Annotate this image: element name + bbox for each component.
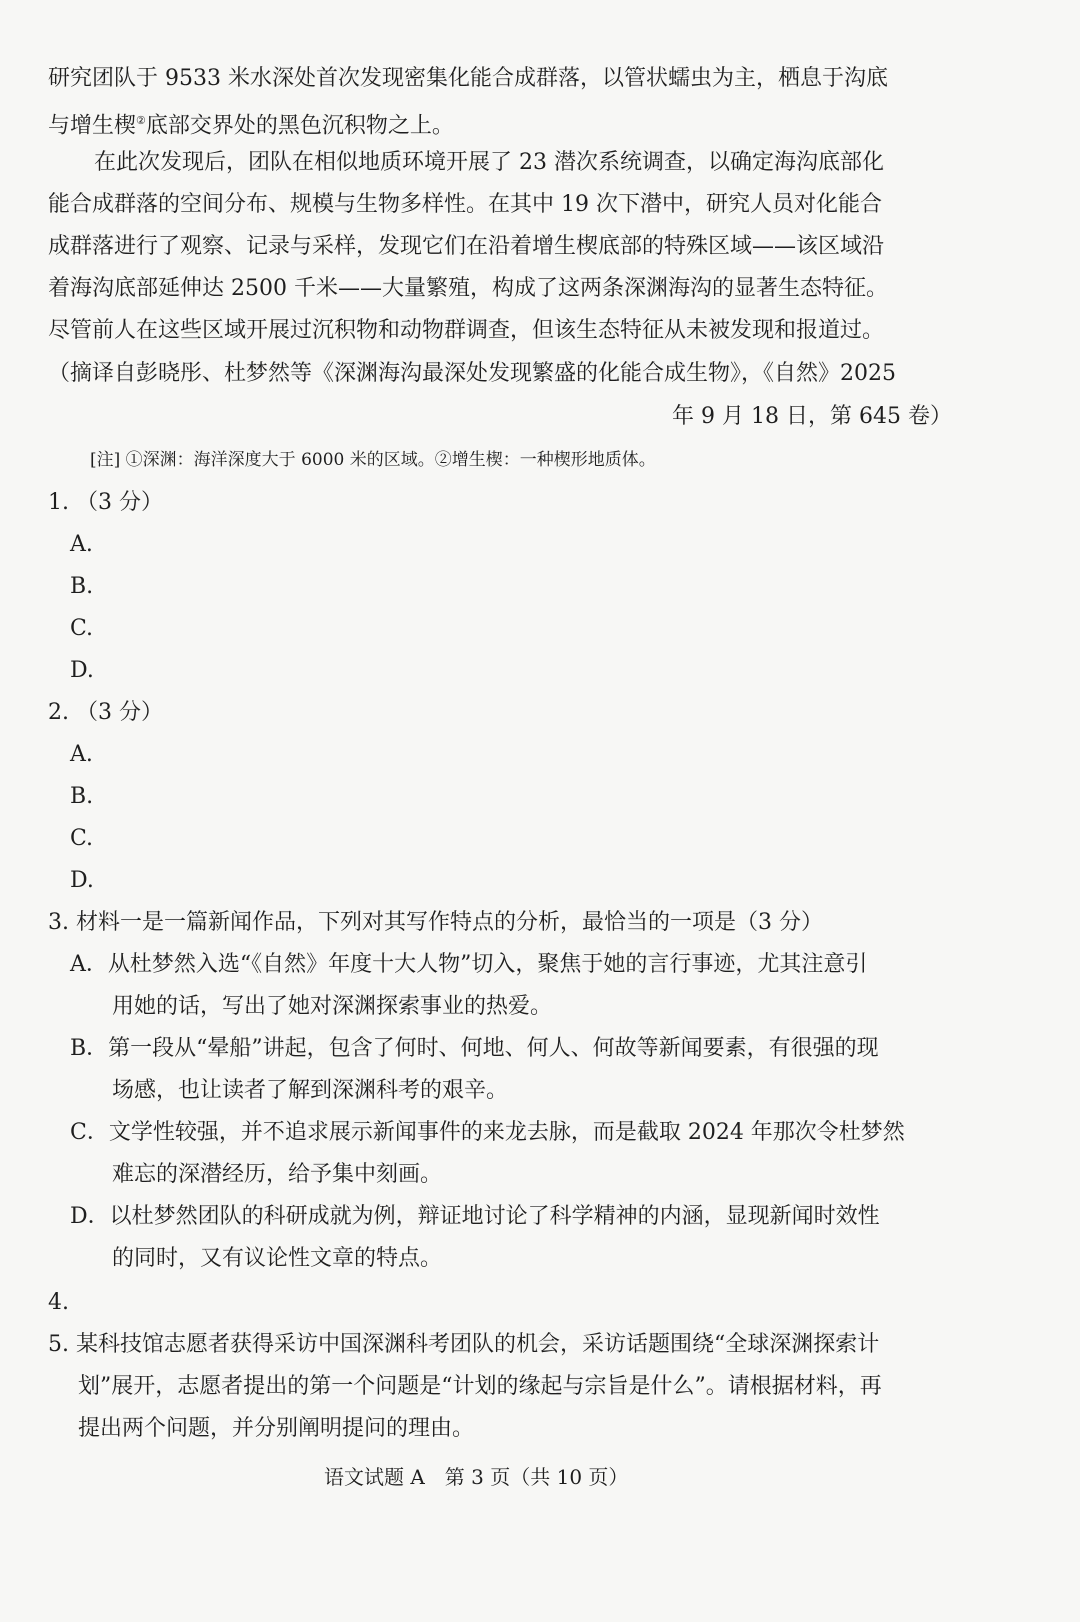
question-2-option-b: B. bbox=[70, 784, 94, 809]
question-5-line-1: 5. 某科技馆志愿者获得采访中国深渊科考团队的机会，采访话题围绕“全球深渊探索计 bbox=[48, 1332, 880, 1357]
citation-line-1: （摘译自彭晓彤、杜梦然等《深渊海沟最深处发现繁盛的化能合成生物》，《自然》2025 bbox=[48, 361, 896, 386]
passage-line-3: 在此次发现后，团队在相似地质环境开展了 23 潜次系统调查，以确定海沟底部化 bbox=[94, 150, 884, 175]
question-1-option-b: B. bbox=[70, 574, 94, 599]
question-3-option-b: B．第一段从“晕船”讲起，包含了何时、何地、何人、何故等新闻要素，有很强的现 bbox=[70, 1036, 879, 1061]
question-3-option-c-cont: 难忘的深潜经历，给予集中刻画。 bbox=[112, 1162, 443, 1187]
question-3-option-a-cont: 用她的话，写出了她对深渊探索事业的热爱。 bbox=[112, 994, 553, 1019]
question-1-stem: 1. （3 分） bbox=[48, 490, 163, 515]
page-footer: 语文试题 A 第 3 页（共 10 页） bbox=[324, 1465, 629, 1489]
question-5-line-2: 划”展开，志愿者提出的第一个问题是“计划的缘起与宗旨是什么”。请根据材料，再 bbox=[78, 1374, 882, 1399]
footnote: [注] ①深渊：海洋深度大于 6000 米的区域。②增生楔：一种楔形地质体。 bbox=[90, 450, 656, 470]
footnote-mark: ② bbox=[136, 114, 146, 127]
question-2-option-c: C. bbox=[70, 826, 94, 851]
question-1-option-c: C. bbox=[70, 616, 94, 641]
question-3-option-d-cont: 的同时，又有议论性文章的特点。 bbox=[112, 1246, 443, 1271]
question-3-option-a: A．从杜梦然入选“《自然》年度十大人物”切入，聚焦于她的言行事迹，尤其注意引 bbox=[70, 952, 868, 977]
question-1-option-d: D. bbox=[70, 658, 94, 683]
passage-line-2 bbox=[48, 106, 454, 141]
question-3-option-c: C．文学性较强，并不追求展示新闻事件的来龙去脉，而是截取 2024 年那次令杜梦然 bbox=[70, 1120, 905, 1145]
passage-line-7: 尽管前人在这些区域开展过沉积物和动物群调查，但该生态特征从未被发现和报道过。 bbox=[48, 318, 885, 343]
passage-line-6: 着海沟底部延伸达 2500 千米——大量繁殖，构成了这两条深渊海沟的显著生态特征。 bbox=[48, 276, 888, 301]
question-3-stem: 3. 材料一是一篇新闻作品，下列对其写作特点的分析，最恰当的一项是（3 分） bbox=[48, 910, 823, 935]
question-2-option-d: D. bbox=[70, 868, 94, 893]
question-3-option-d: D．以杜梦然团队的科研成就为例，辩证地讨论了科学精神的内涵，显现新闻时效性 bbox=[70, 1204, 880, 1229]
passage-line-2-start: 与增生楔 bbox=[48, 113, 137, 139]
question-5-line-3: 提出两个问题，并分别阐明提问的理由。 bbox=[78, 1416, 475, 1441]
question-2-option-a: A. bbox=[70, 742, 93, 767]
question-3-option-b-cont: 场感，也让读者了解到深渊科考的艰辛。 bbox=[112, 1078, 509, 1103]
passage-line-5: 成群落进行了观察、记录与采样，发现它们在沿着增生楔底部的特殊区域——该区域沿 bbox=[48, 234, 885, 259]
passage-line-1: 研究团队于 9533 米水深处首次发现密集化能合成群落，以管状蠕虫为主，栖息于沟底 bbox=[48, 66, 888, 91]
question-2-stem: 2. （3 分） bbox=[48, 700, 163, 725]
question-4-stem: 4. bbox=[48, 1290, 69, 1315]
passage-line-4: 能合成群落的空间分布、规模与生物多样性。在其中 19 次下潜中，研究人员对化能合 bbox=[48, 192, 882, 217]
passage-line-2-end: 底部交界处的黑色沉积物之上。 bbox=[145, 113, 454, 139]
citation-line-2: 年 9 月 18 日，第 645 卷） bbox=[672, 404, 952, 429]
question-1-option-a: A. bbox=[70, 532, 93, 557]
